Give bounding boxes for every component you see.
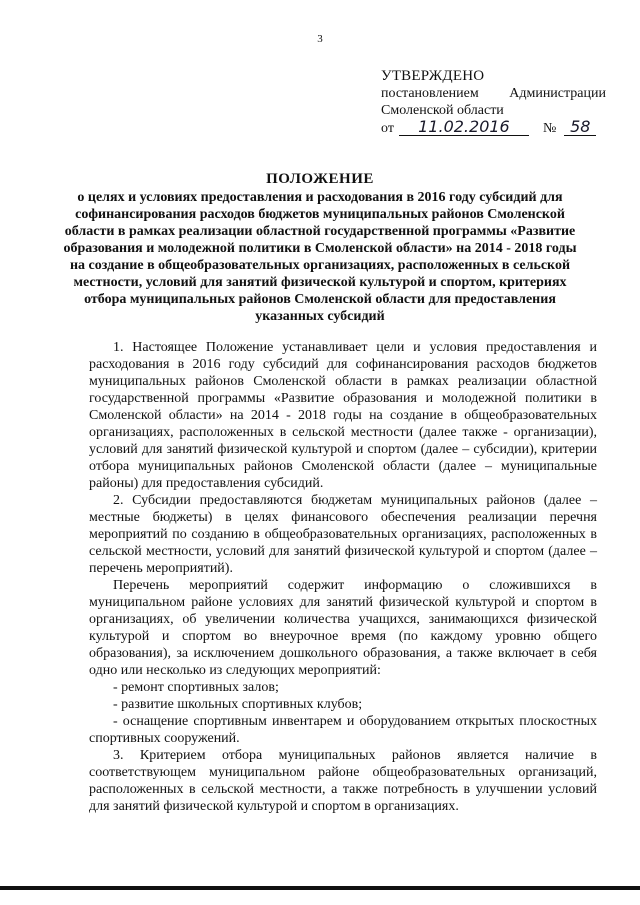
document-body (89, 339, 597, 815)
document-title: ПОЛОЖЕНИЕ (266, 171, 374, 187)
document-subtitle: о целях и условиях предоставления и расходования в 2016 году субсидий для софинансирования расходов бюджетов муниципальных районов Смоленской области в рамках реализации областной государственной программы «Развитие образования и молодежной политики в Смоленской области» на 2014 - 2018 годы на создание в общеобразовательных организациях, расположенных в сельской местности, условий для занятий физической культурой и спортом, критериях отбора муниципальных районов Смоленской области для предоставления указанных субсидий (63, 190, 577, 324)
number-prefix: № (542, 121, 557, 136)
handwritten-date: 11.02.2016 (399, 119, 529, 136)
date-prefix: от (381, 121, 394, 136)
list-item-2: - развитие школьных спортивных клубов; (113, 697, 363, 712)
handwritten-number: 58 (564, 119, 596, 136)
approval-line-1-part-1: постановлением (381, 86, 479, 101)
page-number: 3 (317, 33, 323, 45)
paragraph-4: 3. Критерием отбора муниципальных районов является наличие в соответствующем муниципальном районе общеобразовательных организаций, расположенных в сельской местности, а также потребность в улучшении условий для занятий физической культурой и спортом в организациях. (89, 748, 597, 814)
approval-line-1 (381, 85, 606, 102)
approval-date-row (381, 119, 606, 137)
approval-heading: УТВЕРЖДЕНО (381, 68, 485, 84)
scan-edge-line (0, 886, 640, 890)
list-item-3: - оснащение спортивным инвентарем и оборудованием открытых плоскостных спортивных сооружений. (89, 714, 597, 746)
paragraph-1: 1. Настоящее Положение устанавливает цели и условия предоставления и расходования в 2016 году субсидий для софинансирования расходов бюджетов муниципальных районов Смоленской области в рамках реализации областной государственной программы «Развитие образования и молодежной политики в Смоленской области» на 2014 - 2018 годы на создание в общеобразовательных организациях, расположенных в сельской местности (далее также - организации), условий для занятий физической культурой и спортом (далее – субсидии), критерии отбора муниципальных районов Смоленской области (далее – муниципальные районы) для предоставления субсидий. (89, 340, 597, 491)
list-item-1: - ремонт спортивных залов; (113, 680, 279, 695)
document-title-block (60, 171, 580, 325)
paragraph-2: 2. Субсидии предоставляются бюджетам муниципальных районов (далее – местные бюджеты) в целях финансового обеспечения реализации перечня мероприятий по созданию в общеобразовательных организациях, расположенных в сельской местности, условий для занятий физической культурой и спортом (далее – перечень мероприятий). (89, 493, 597, 576)
approval-line-2: Смоленской области (381, 103, 504, 118)
paragraph-3: Перечень мероприятий содержит информацию о сложившихся в муниципальном районе условиях для занятий физической культурой и спортом в организациях, об увеличении количества учащихся, занимающихся физической культурой и спортом во внеурочное время (по каждому уровню общего образования), за исключением дошкольного образования, а также включает в себя одно или несколько из следующих мероприятий: (89, 578, 597, 678)
approval-line-1-part-2: Администрации (509, 86, 606, 101)
approval-stamp (381, 68, 606, 137)
